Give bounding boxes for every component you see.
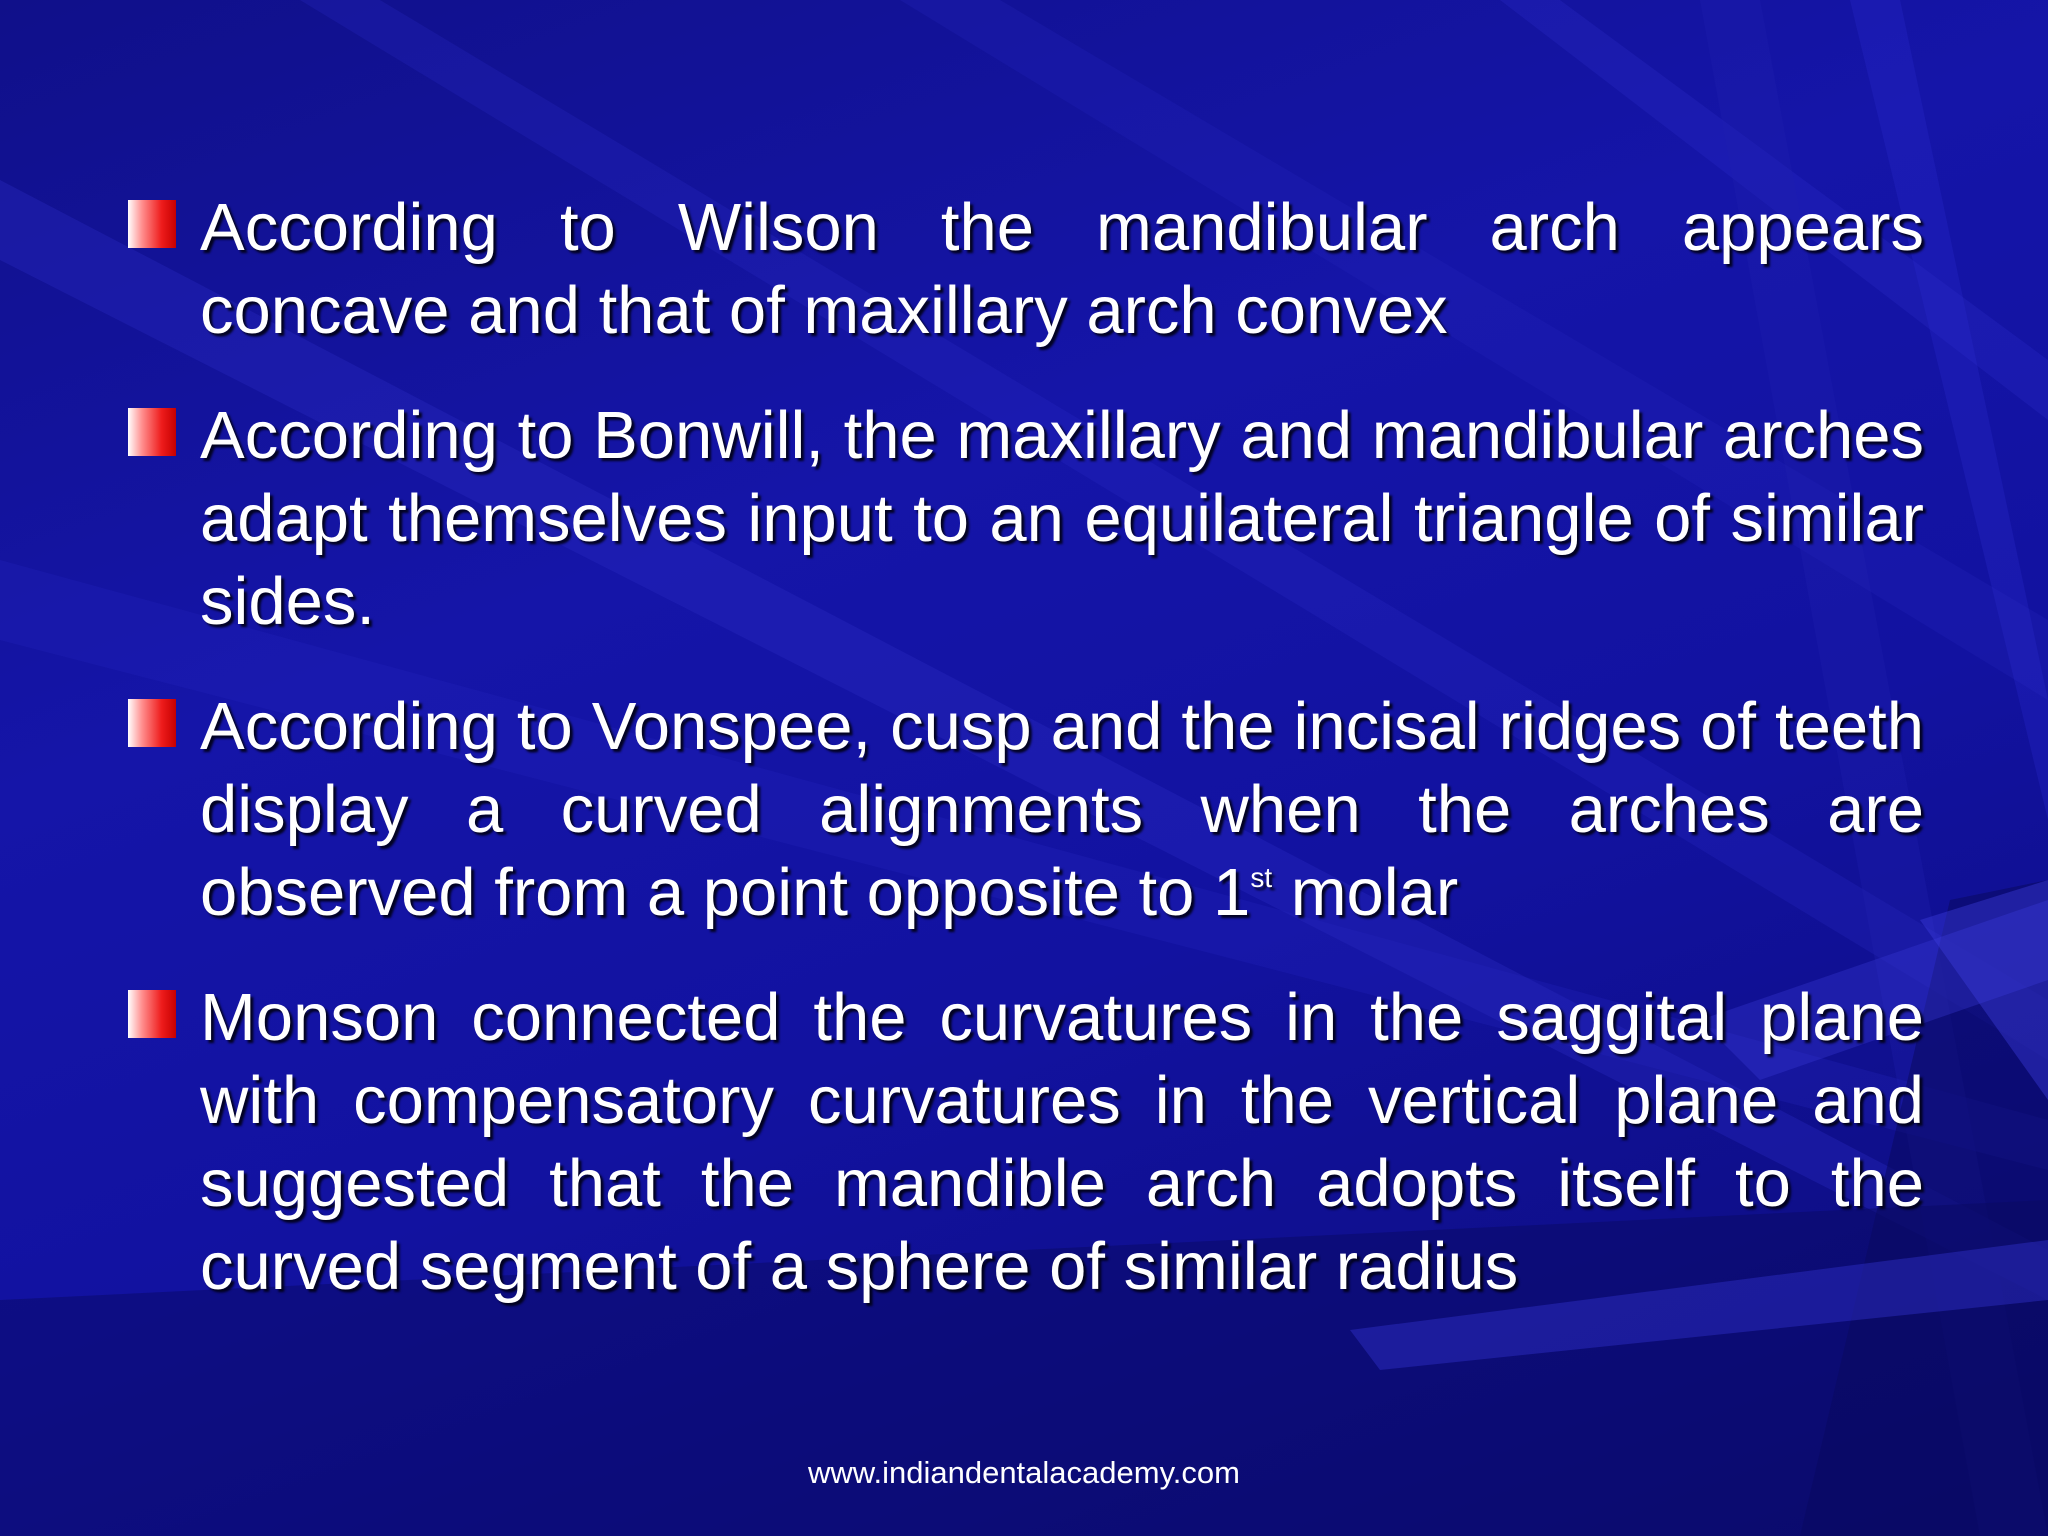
superscript: st (1250, 862, 1273, 893)
square-bullet-icon (128, 200, 176, 248)
bullet-text: Monson connected the curvatures in the saggital plane with compensatory curvatures in the vertical plane and suggested that the mandible arch adopts itself to the curved segment of a sphere of similar radius (200, 980, 1924, 1304)
square-bullet-icon (128, 408, 176, 456)
bullet-text-main: According to Vonspee, cusp and the incisal ridges of teeth display a curved alignments when the arches are observed from a point opposite to 1 (200, 689, 1924, 930)
square-bullet-icon (128, 699, 176, 747)
list-item (124, 186, 1924, 352)
bullet-text: According to Bonwill, the maxillary and mandibular arches adapt themselves input to an equilateral triangle of similar sides. (200, 398, 1924, 639)
list-item (124, 685, 1924, 934)
bullet-list (124, 186, 1924, 1350)
list-item (124, 976, 1924, 1308)
bullet-text-end: molar (1272, 855, 1459, 930)
bullet-text (200, 685, 1924, 934)
square-bullet-icon (128, 990, 176, 1038)
footer-url: www.indiandentalacademy.com (808, 1455, 1240, 1490)
list-item (124, 394, 1924, 643)
bullet-text: According to Wilson the mandibular arch appears concave and that of maxillary arch convex (200, 190, 1924, 348)
